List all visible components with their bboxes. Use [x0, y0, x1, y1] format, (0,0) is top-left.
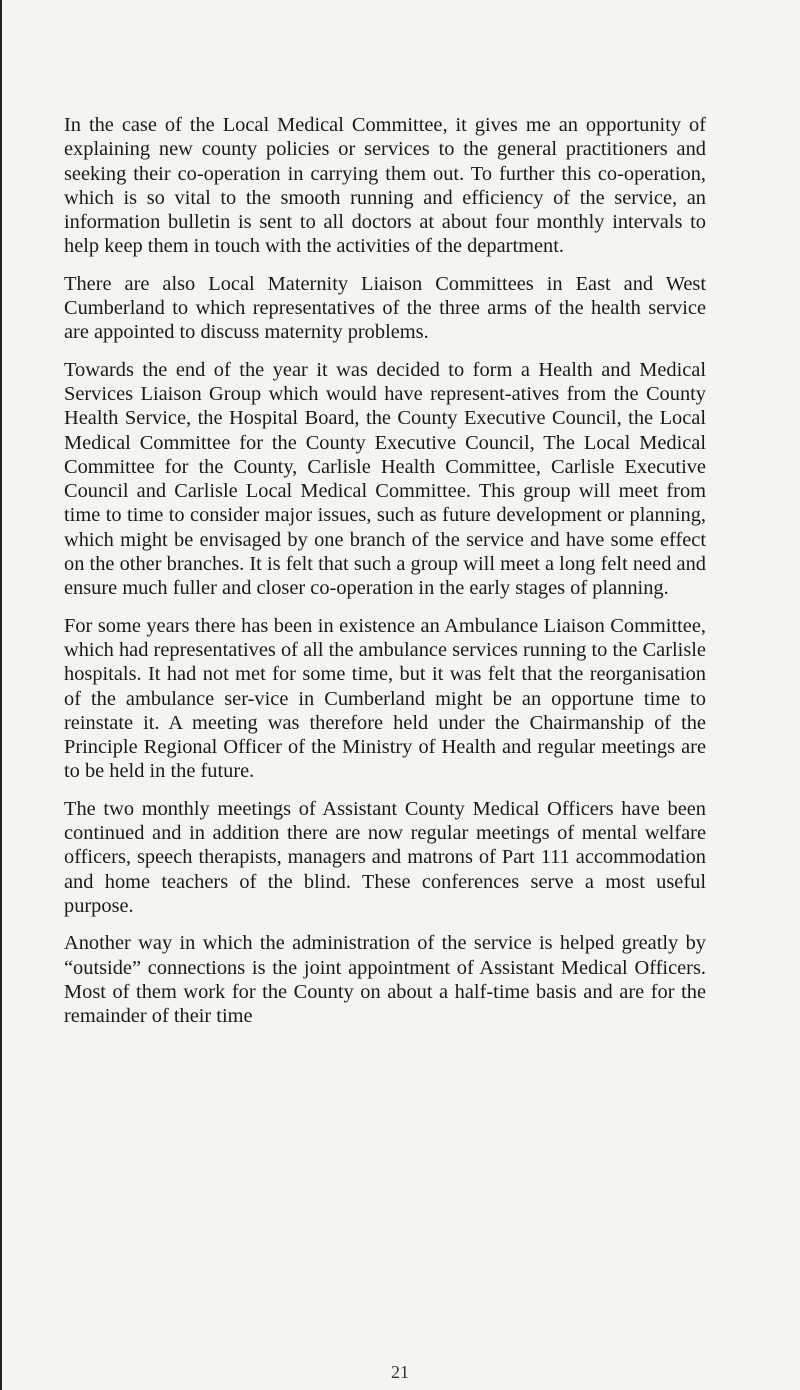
- paragraph-text: The two monthly meetings of Assistant County Medical Officers have been continued and in addition there are now regular meetings of mental welfare officers, speech therapists, managers and matrons of Part 111 accommodation and home teachers of the blind. These conferences serve a most useful purpose.: [64, 797, 706, 917]
- paragraph-local-medical-committee: [64, 113, 706, 259]
- scan-edge-line: [0, 0, 2, 1390]
- paragraph-text: For some years there has been in existence an Ambulance Liaison Committee, which had representatives of all the ambulance services running to the Carlisle hospitals. It had not met for some time, but it was felt that the reorganisation of the ambulance ser-vice in Cumberland might be an opportune time to reinstate it. A meeting was therefore held under the Chairmanship of the Principle Regional Officer of the Ministry of Health and regular meetings are to be held in the future.: [64, 614, 706, 783]
- page-number: 21: [391, 1362, 409, 1382]
- paragraph-ambulance-committee: [64, 614, 706, 784]
- body-text: [64, 113, 706, 1041]
- paragraph-maternity-liaison: [64, 272, 706, 345]
- paragraph-joint-appointment: [64, 931, 706, 1028]
- paragraph-text: Another way in which the administration of the service is helped greatly by “outside” connections is the joint appointment of Assistant Medical Officers. Most of them work for the County on about a half-time basis and are for the remainder of their time: [64, 932, 706, 1028]
- paragraph-liaison-group: [64, 358, 706, 601]
- paragraph-text: There are also Local Maternity Liaison Committees in East and West Cumberland to which representatives of the three arms of the health service are appointed to discuss maternity problems.: [64, 272, 706, 344]
- paragraph-text: In the case of the Local Medical Committee, it gives me an opportunity of explaining new county policies or services to the general practitioners and seeking their co-operation in carrying them out. To further this co-operation, which is so vital to the smooth running and efficiency of the service, an information bulletin is sent to all doctors at about four monthly intervals to help keep them in touch with the activities of the department.: [64, 114, 706, 258]
- paragraph-monthly-meetings: [64, 797, 706, 918]
- paragraph-text: Towards the end of the year it was decided to form a Health and Medical Services Liaison Group which would have represent-atives from the County Health Service, the Hospital Board, the County Executive Council, the Local Medical Committee for the County Executive Council, The Local Medical Committee for the County, Carlisle Health Committee, Carlisle Executive Council and Carlisle Local Medical Committee. This group will meet from time to time to consider major issues, such as future development or planning, which might be envisaged by one branch of the service and have some effect on the other branches. It is felt that such a group will meet a long felt need and ensure much fuller and closer co-operation in the early stages of planning.: [64, 358, 706, 600]
